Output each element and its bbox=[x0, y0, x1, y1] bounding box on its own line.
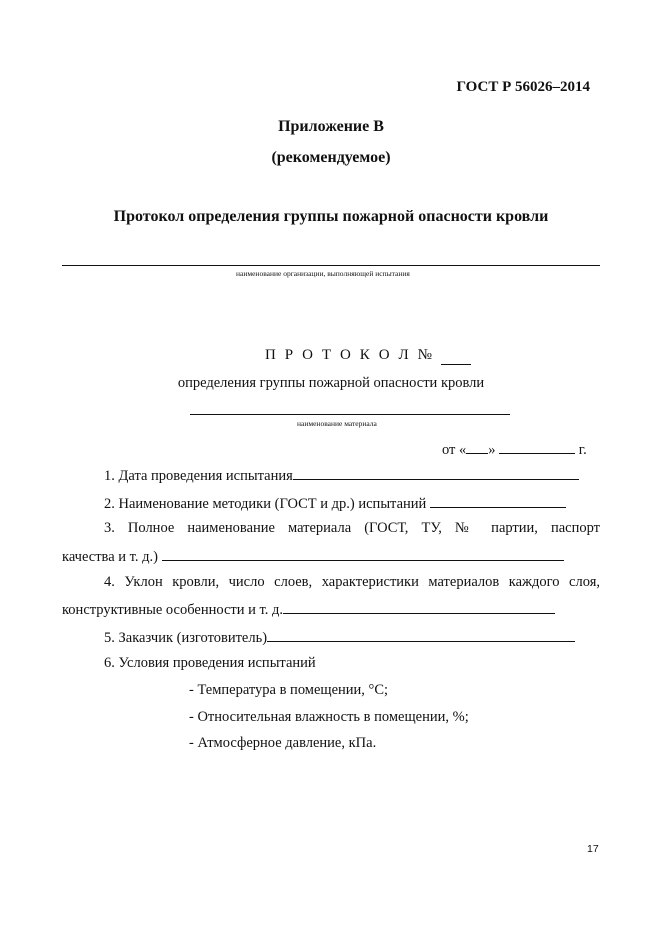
page-number: 17 bbox=[587, 843, 599, 855]
item-material-name: 3. Полное наименование материала (ГОСТ, ТУ, № партии, паспорт bbox=[104, 520, 600, 536]
date-month-blank[interactable] bbox=[499, 440, 575, 454]
condition-temperature: - Температура в помещении, °С; bbox=[189, 682, 389, 698]
item-customer-label: 5. Заказчик (изготовитель) bbox=[104, 630, 268, 646]
item-test-date-blank[interactable] bbox=[293, 466, 579, 480]
item-roof-slope-cont bbox=[62, 600, 555, 619]
item-roof-slope-blank[interactable] bbox=[283, 600, 555, 614]
condition-humidity: - Относительная влажность в помещении, %; bbox=[189, 709, 469, 725]
item-method bbox=[104, 494, 566, 513]
protocol-definition: определения группы пожарной опасности кровли bbox=[177, 375, 485, 391]
appendix-subtitle: (рекомендуемое) bbox=[271, 149, 391, 166]
item-material-name-blank[interactable] bbox=[162, 547, 564, 561]
protocol-heading bbox=[265, 347, 471, 365]
appendix-title: Приложение В bbox=[278, 118, 384, 135]
item-material-name-cont-label: качества и т. д.) bbox=[62, 549, 158, 565]
date-prefix: от « bbox=[442, 442, 467, 458]
item-customer bbox=[104, 628, 575, 647]
date-year-suffix: г. bbox=[578, 442, 587, 458]
organization-caption: наименование организации, выполняющей испытания bbox=[236, 269, 410, 278]
item-material-name-cont bbox=[62, 547, 564, 566]
protocol-heading-text: П Р О Т О К О Л № bbox=[265, 347, 435, 363]
item-method-label: 2. Наименование методики (ГОСТ и др.) испытаний bbox=[104, 496, 427, 512]
organization-blank-line[interactable] bbox=[62, 265, 600, 266]
item-test-date-label: 1. Дата проведения испытания bbox=[104, 468, 293, 484]
item-method-blank[interactable] bbox=[430, 494, 566, 508]
protocol-date bbox=[442, 440, 587, 459]
material-caption: наименование материала bbox=[297, 419, 377, 428]
standard-number: ГОСТ Р 56026–2014 bbox=[456, 79, 590, 95]
protocol-document-title: Протокол определения группы пожарной опасности кровли bbox=[113, 208, 549, 225]
item-roof-slope-cont-label: конструктивные особенности и т. д. bbox=[62, 602, 284, 618]
material-blank-line[interactable] bbox=[190, 414, 510, 415]
item-test-date bbox=[104, 466, 579, 485]
item-roof-slope: 4. Уклон кровли, число слоев, характеристики материалов каждого слоя, bbox=[104, 574, 600, 590]
protocol-number-blank[interactable] bbox=[441, 347, 471, 365]
item-test-conditions: 6. Условия проведения испытаний bbox=[104, 655, 316, 671]
condition-pressure: - Атмосферное давление, кПа. bbox=[189, 735, 377, 751]
item-customer-blank[interactable] bbox=[267, 628, 575, 642]
date-day-blank[interactable] bbox=[466, 440, 488, 454]
date-mid: » bbox=[488, 442, 496, 458]
